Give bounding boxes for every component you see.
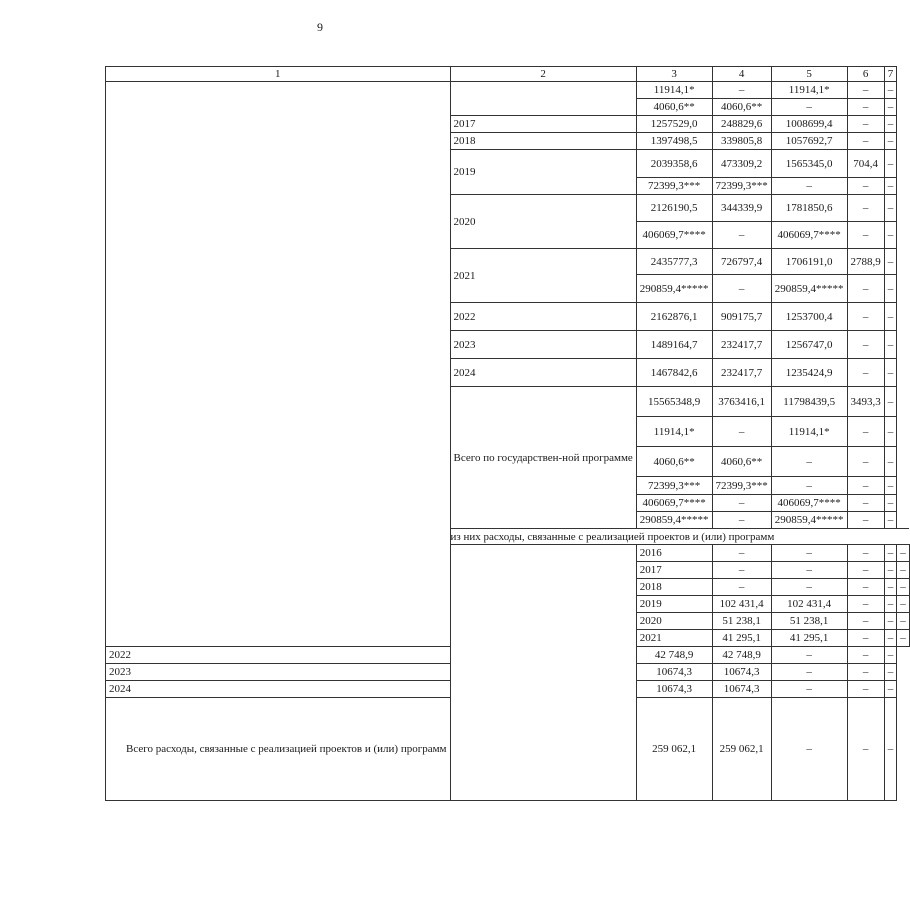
table-cell: – [847, 303, 884, 331]
table-cell: 10674,3 [712, 664, 771, 681]
table-cell: – [712, 495, 771, 512]
table-cell: – [884, 195, 897, 222]
table-cell: – [847, 512, 884, 529]
total-label: Всего по государствен-ной программе [450, 387, 636, 529]
year-cell: 2020 [450, 195, 636, 249]
table-cell: 4060,6** [636, 99, 712, 116]
table-cell: 344339,9 [712, 195, 771, 222]
table-cell: – [847, 647, 884, 664]
table-cell: 232417,7 [712, 331, 771, 359]
table-cell: 2039358,6 [636, 150, 712, 178]
table-cell: – [884, 681, 897, 698]
table-cell: – [884, 275, 897, 303]
table-cell: 1467842,6 [636, 359, 712, 387]
table-cell: – [897, 562, 910, 579]
year-cell: 2024 [450, 359, 636, 387]
table-cell: – [847, 195, 884, 222]
table-cell: – [884, 579, 897, 596]
table-cell: – [884, 512, 897, 529]
table-cell: – [771, 562, 847, 579]
year-cell: 2023 [106, 664, 451, 681]
table-cell: – [847, 99, 884, 116]
table-cell: – [847, 133, 884, 150]
table-cell: 11914,1* [636, 417, 712, 447]
table-cell: – [847, 664, 884, 681]
table-cell: – [884, 477, 897, 495]
table-cell: – [712, 222, 771, 249]
table-cell: 290859,4***** [636, 275, 712, 303]
table-cell: 406069,7**** [771, 495, 847, 512]
page-number: 9 [317, 20, 323, 34]
table-cell: – [847, 630, 884, 647]
table-cell: – [884, 133, 897, 150]
table-cell: – [847, 222, 884, 249]
table-cell: 406069,7**** [636, 222, 712, 249]
table-cell: 726797,4 [712, 249, 771, 275]
table-cell: 248829,6 [712, 116, 771, 133]
year-cell: 2017 [636, 562, 712, 579]
table-cell: – [884, 664, 897, 681]
table-cell: – [847, 275, 884, 303]
table-cell: 11914,1* [636, 82, 712, 99]
table-cell: 1257529,0 [636, 116, 712, 133]
table-cell: – [847, 331, 884, 359]
table-cell: – [771, 447, 847, 477]
table-cell: 259 062,1 [636, 698, 712, 801]
year-cell: 2024 [106, 681, 451, 698]
table-cell: – [847, 82, 884, 99]
table-cell: – [847, 579, 884, 596]
header-cell: 4 [712, 67, 771, 82]
table-cell: – [884, 116, 897, 133]
column-1-cell [106, 82, 451, 647]
table-cell: 473309,2 [712, 150, 771, 178]
table-cell: – [847, 545, 884, 562]
table-cell: 72399,3*** [712, 477, 771, 495]
table-cell: – [884, 447, 897, 477]
year-cell: 2021 [450, 249, 636, 303]
table-cell: – [771, 664, 847, 681]
year-cell: 2018 [450, 133, 636, 150]
project-total-label: Всего расходы, связанные с реализацией проектов и (или) программ [106, 698, 451, 801]
table-cell: 259 062,1 [712, 698, 771, 801]
table-cell: – [847, 613, 884, 630]
table-cell: 1253700,4 [771, 303, 847, 331]
table-cell: – [884, 303, 897, 331]
table-cell: – [771, 99, 847, 116]
table-cell: 11914,1* [771, 82, 847, 99]
table-cell: – [897, 579, 910, 596]
table-cell: 11914,1* [771, 417, 847, 447]
table-cell: 339805,8 [712, 133, 771, 150]
table-cell: 72399,3*** [636, 477, 712, 495]
table-cell: 2126190,5 [636, 195, 712, 222]
table-cell: – [712, 512, 771, 529]
year-cell: 2019 [636, 596, 712, 613]
table-cell: 2435777,3 [636, 249, 712, 275]
table-cell: 10674,3 [712, 681, 771, 698]
header-cell: 2 [450, 67, 636, 82]
table-cell: – [884, 596, 897, 613]
table-cell: – [897, 613, 910, 630]
table-cell: 1008699,4 [771, 116, 847, 133]
table-cell: 1057692,7 [771, 133, 847, 150]
table-cell: 72399,3*** [712, 178, 771, 195]
table-cell: 1397498,5 [636, 133, 712, 150]
table-cell: 72399,3*** [636, 178, 712, 195]
table-cell: 10674,3 [636, 664, 712, 681]
table-cell: – [712, 545, 771, 562]
table-cell: 1781850,6 [771, 195, 847, 222]
table-cell: 15565348,9 [636, 387, 712, 417]
year-cell: 2022 [450, 303, 636, 331]
header-cell: 1 [106, 67, 451, 82]
table-cell: – [897, 630, 910, 647]
header-cell: 5 [771, 67, 847, 82]
table-cell: 4060,6** [636, 447, 712, 477]
table-cell: – [884, 99, 897, 116]
table-cell: – [884, 150, 897, 178]
table-cell: – [712, 275, 771, 303]
table-cell: – [884, 82, 897, 99]
table-cell: – [847, 178, 884, 195]
table-cell: – [712, 82, 771, 99]
table-cell: – [884, 222, 897, 249]
table-cell: 41 295,1 [771, 630, 847, 647]
year-cell [450, 82, 636, 116]
table-row [106, 82, 910, 99]
table-cell: – [884, 562, 897, 579]
table-cell: – [884, 417, 897, 447]
table-cell: 704,4 [847, 150, 884, 178]
table-cell: 290859,4***** [636, 512, 712, 529]
table-cell: 2162876,1 [636, 303, 712, 331]
table-cell: – [847, 698, 884, 801]
table-cell: 3493,3 [847, 387, 884, 417]
table-cell: 290859,4***** [771, 512, 847, 529]
year-cell: 2019 [450, 150, 636, 195]
header-row [106, 67, 910, 82]
table-cell: – [884, 545, 897, 562]
table-cell: 3763416,1 [712, 387, 771, 417]
header-cell: 7 [884, 67, 897, 82]
table-cell: – [884, 178, 897, 195]
table-cell: 10674,3 [636, 681, 712, 698]
section-label: из них расходы, связанные с реализацией проектов и (или) программ [450, 529, 909, 545]
table-cell: – [897, 545, 910, 562]
column-1-cell [450, 545, 636, 801]
table-cell: 406069,7**** [771, 222, 847, 249]
table-cell: 1706191,0 [771, 249, 847, 275]
table-cell: 232417,7 [712, 359, 771, 387]
table-cell: 909175,7 [712, 303, 771, 331]
table-cell: 41 295,1 [712, 630, 771, 647]
table-cell: – [847, 495, 884, 512]
table-cell: – [847, 562, 884, 579]
expenditure-table [105, 66, 910, 801]
year-cell: 2022 [106, 647, 451, 664]
table-cell: 42 748,9 [636, 647, 712, 664]
table-cell: – [771, 579, 847, 596]
table-cell: – [884, 359, 897, 387]
table-cell: – [884, 698, 897, 801]
table-cell: 2788,9 [847, 249, 884, 275]
table-cell: 51 238,1 [712, 613, 771, 630]
table-cell: – [847, 447, 884, 477]
table-cell: – [847, 681, 884, 698]
table-cell: – [771, 545, 847, 562]
table-cell: – [847, 596, 884, 613]
table-cell: 1256747,0 [771, 331, 847, 359]
table-cell: 102 431,4 [771, 596, 847, 613]
table-cell: – [712, 417, 771, 447]
table-cell: 51 238,1 [771, 613, 847, 630]
table-cell: – [897, 596, 910, 613]
table-cell: 1235424,9 [771, 359, 847, 387]
table-cell: 290859,4***** [771, 275, 847, 303]
table-cell: 42 748,9 [712, 647, 771, 664]
year-cell: 2016 [636, 545, 712, 562]
table-cell: – [771, 477, 847, 495]
table-cell: – [884, 331, 897, 359]
table-cell: 406069,7**** [636, 495, 712, 512]
table-cell: – [884, 613, 897, 630]
table-cell: 1489164,7 [636, 331, 712, 359]
header-cell: 6 [847, 67, 884, 82]
header-cell: 3 [636, 67, 712, 82]
table-cell: 4060,6** [712, 99, 771, 116]
year-cell: 2023 [450, 331, 636, 359]
table-cell: – [884, 630, 897, 647]
table-cell: – [847, 417, 884, 447]
year-cell: 2018 [636, 579, 712, 596]
table-cell: – [712, 562, 771, 579]
table-cell: – [771, 647, 847, 664]
table-cell: – [847, 359, 884, 387]
table-cell: – [884, 495, 897, 512]
year-cell: 2017 [450, 116, 636, 133]
table-cell: 102 431,4 [712, 596, 771, 613]
table-cell: – [712, 579, 771, 596]
table-cell: 1565345,0 [771, 150, 847, 178]
table-cell: – [847, 116, 884, 133]
table-cell: – [771, 681, 847, 698]
table-cell: – [884, 387, 897, 417]
table-cell: – [771, 698, 847, 801]
table-cell: 4060,6** [712, 447, 771, 477]
table-cell: – [884, 249, 897, 275]
table-cell: – [884, 647, 897, 664]
year-cell: 2021 [636, 630, 712, 647]
table-cell: 11798439,5 [771, 387, 847, 417]
year-cell: 2020 [636, 613, 712, 630]
table-cell: – [771, 178, 847, 195]
table-cell: – [847, 477, 884, 495]
